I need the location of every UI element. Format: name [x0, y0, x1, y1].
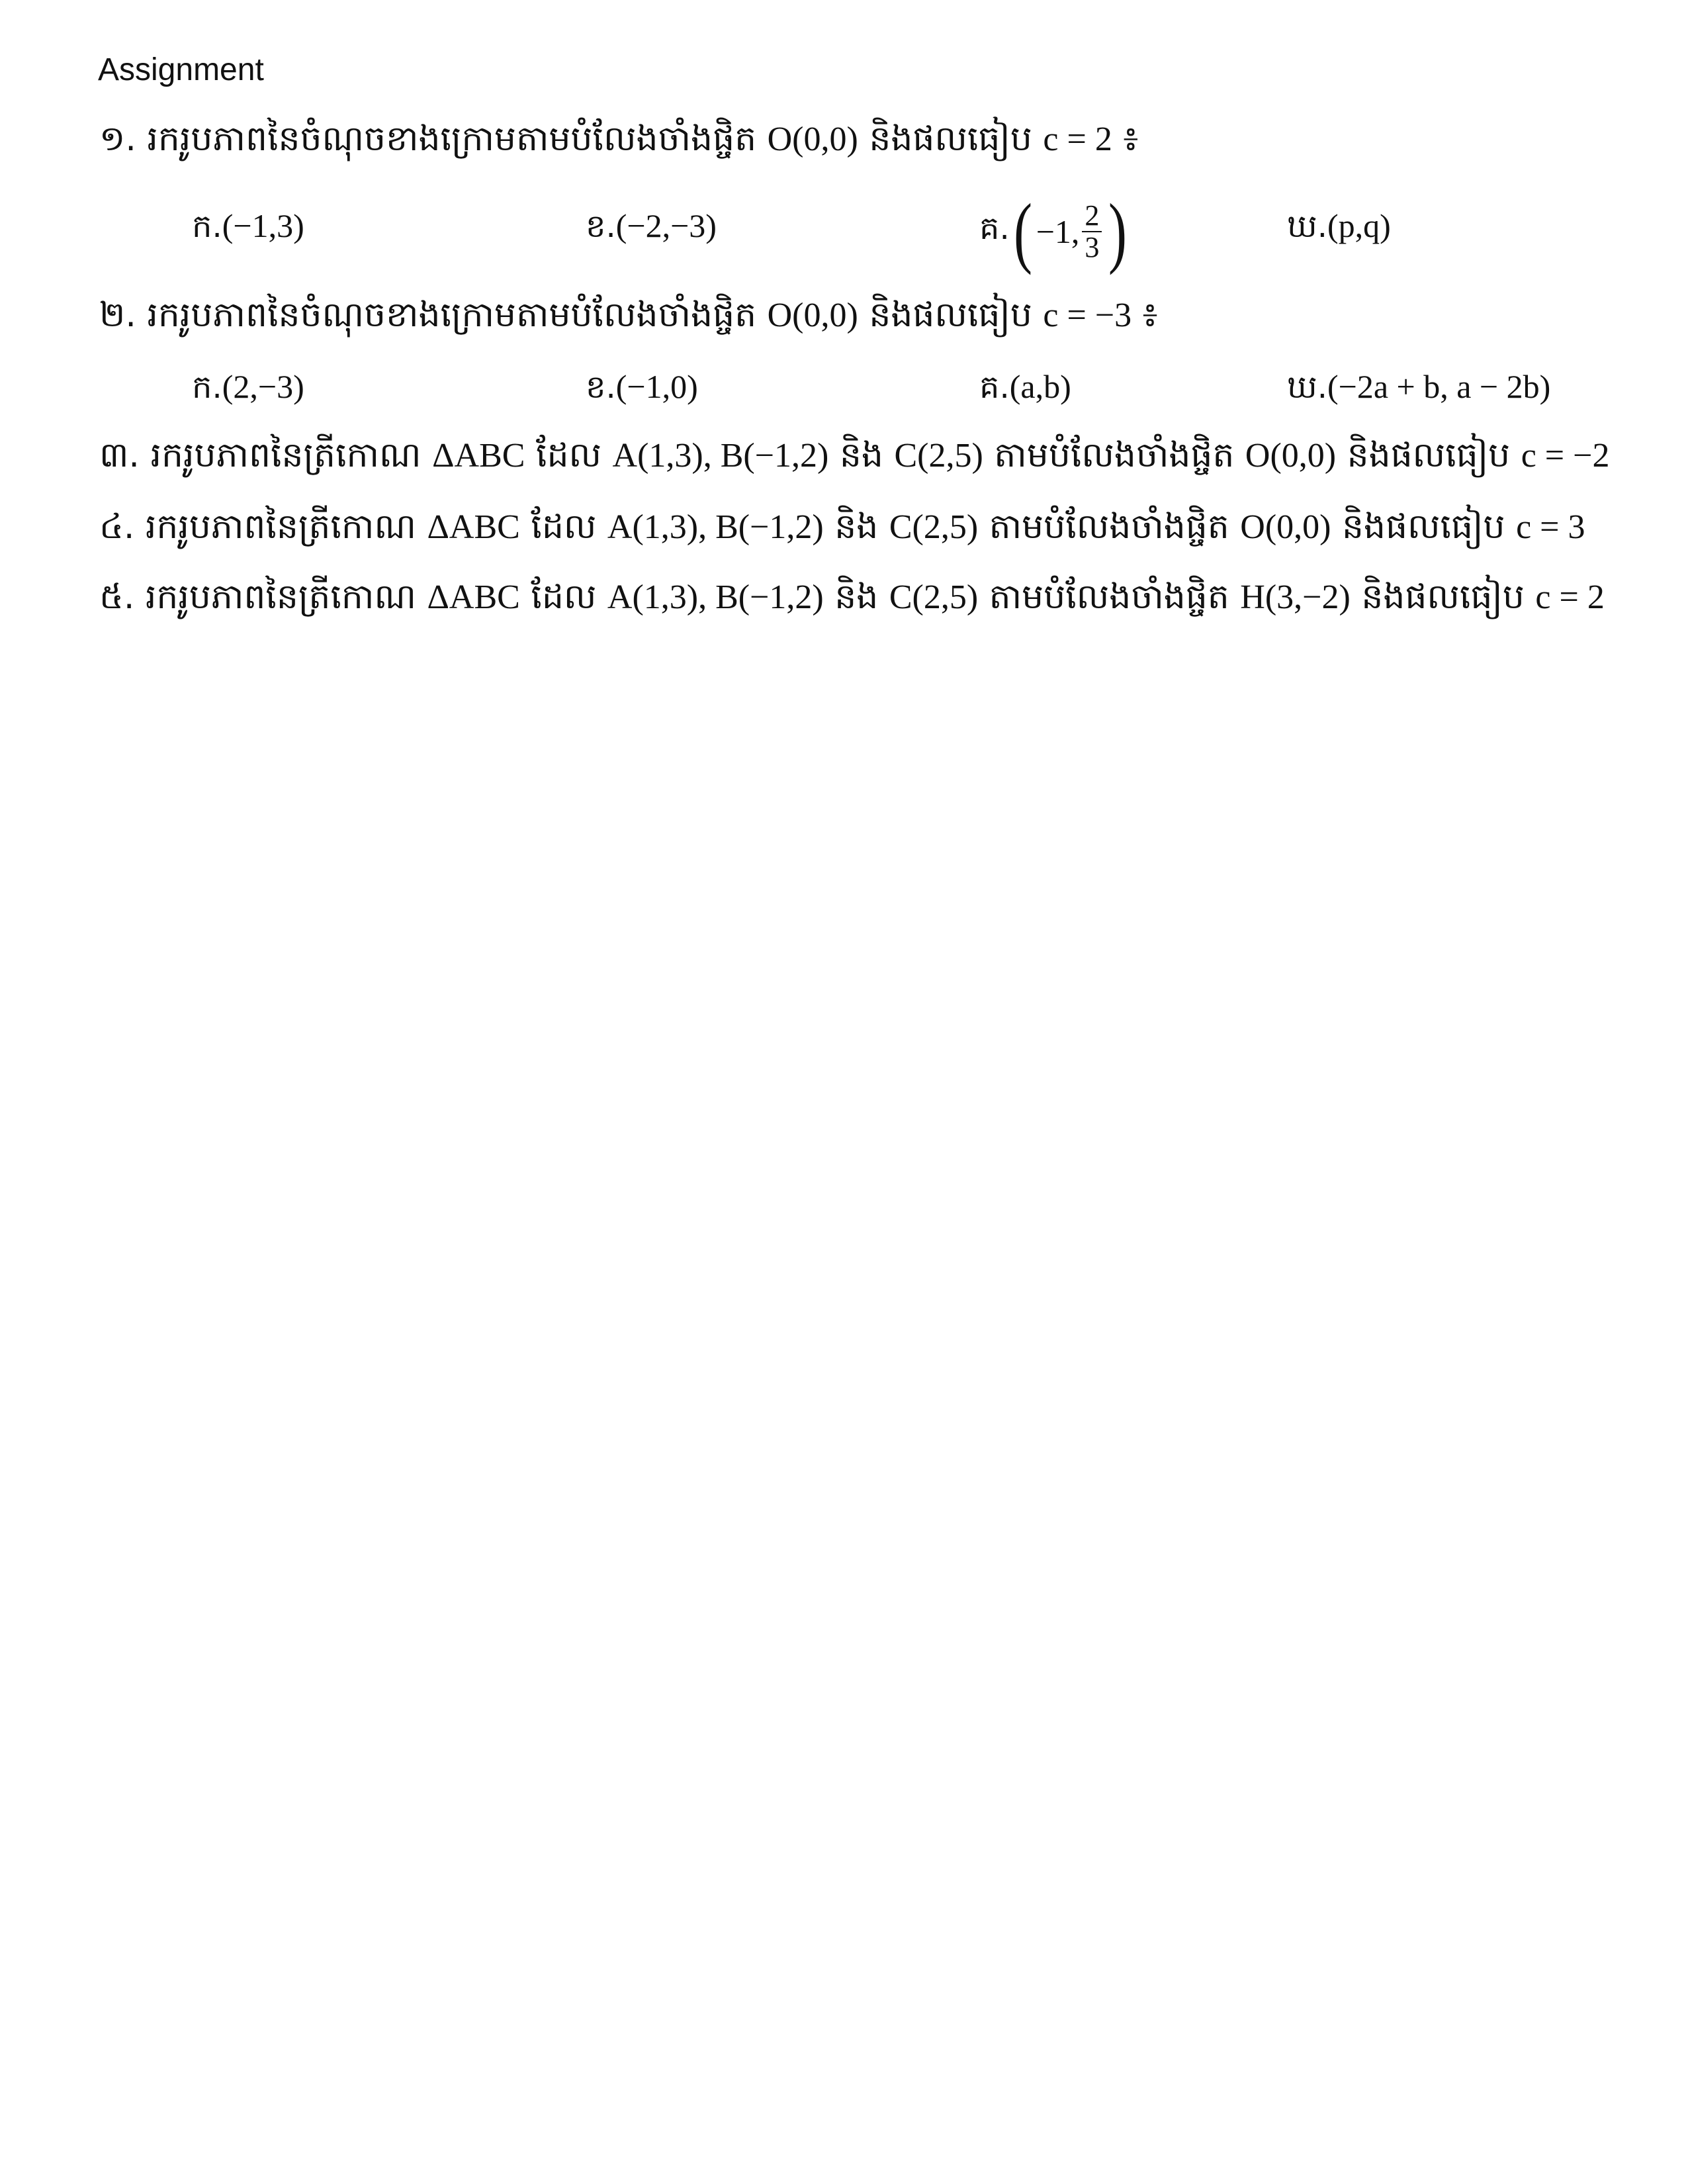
q1-option-d-value: (p,q) — [1327, 207, 1391, 244]
question-3-and-ratio: និងផលធៀប — [1347, 435, 1511, 475]
question-5-and-ratio: និងផលធៀប — [1361, 577, 1525, 617]
question-5 — [99, 577, 1605, 617]
q1-option-d-label: ឃ. — [1287, 208, 1327, 245]
question-4-points-ab: A(1,3), B(−1,2) — [607, 508, 824, 546]
question-3-text: ៣. រករូបភាពនៃត្រីកោណ — [99, 435, 422, 475]
q1-option-c-prefix: −1, — [1036, 213, 1080, 250]
question-2 — [99, 295, 1158, 335]
question-5-point-c: C(2,5) — [889, 578, 979, 616]
question-2-text: ២. រករូបភាពនៃចំណុចខាងក្រោមតាមបំលែងចាំងផ្ចិត — [99, 295, 757, 335]
q1-option-d — [1287, 206, 1391, 253]
question-3-where: ដែល — [535, 435, 601, 475]
q2-option-d-label: ឃ. — [1287, 369, 1327, 406]
question-2-end: ៖ — [1142, 295, 1158, 335]
question-5-ratio: c = 2 — [1535, 578, 1605, 616]
q2-option-d-value: (−2a + b, a − 2b) — [1327, 368, 1551, 405]
question-1-text: ១. រករូបភាពនៃចំណុចខាងក្រោមតាមបំលែងចាំងផ្ចិត — [99, 119, 757, 159]
q1-option-c-fraction — [1082, 201, 1102, 263]
question-2-and-ratio: និងផលធៀប — [869, 295, 1032, 335]
q2-option-c-value: (a,b) — [1009, 368, 1071, 405]
question-3-via: តាមបំលែងចាំងផ្ចិត — [994, 435, 1235, 475]
question-2-center: O(0,0) — [767, 296, 858, 334]
question-4-center: O(0,0) — [1240, 508, 1331, 546]
question-4-point-c: C(2,5) — [889, 508, 979, 546]
q1-option-b-value: (−2,−3) — [615, 207, 717, 244]
question-4-ratio: c = 3 — [1516, 508, 1585, 546]
q1-option-b — [586, 206, 717, 253]
q1-option-a — [192, 206, 304, 253]
question-4-via: តាមបំលែងចាំងផ្ចិត — [989, 507, 1229, 547]
question-5-center: H(3,−2) — [1240, 578, 1351, 616]
q1-option-c-open-paren: ( — [1013, 187, 1032, 275]
question-5-where: ដែល — [531, 577, 597, 617]
q2-option-a-value: (2,−3) — [222, 368, 304, 405]
question-1-ratio: c = 2 — [1043, 120, 1112, 158]
question-1 — [99, 119, 1139, 159]
question-5-points-ab: A(1,3), B(−1,2) — [607, 578, 824, 616]
q2-option-d — [1287, 367, 1550, 414]
q2-option-c-label: គ. — [979, 369, 1010, 406]
question-2-options — [0, 361, 1688, 420]
question-1-end: ៖ — [1123, 119, 1139, 159]
q1-option-c-label: គ. — [979, 210, 1010, 247]
question-5-text: ៥. រករូបភាពនៃត្រីកោណ — [99, 577, 416, 617]
question-1-center: O(0,0) — [767, 120, 858, 158]
question-3-center: O(0,0) — [1245, 437, 1337, 475]
question-3-and: និង — [839, 435, 883, 475]
q1-option-c-numerator: 2 — [1082, 201, 1102, 232]
document-title: Assignment — [98, 52, 264, 87]
question-1-options — [0, 187, 1688, 275]
question-3-point-c: C(2,5) — [894, 437, 983, 475]
q1-option-a-value: (−1,3) — [222, 207, 304, 244]
q2-option-a — [192, 367, 304, 414]
question-4-and: និង — [834, 507, 879, 547]
question-4 — [99, 507, 1585, 547]
question-4-text: ៤. រករូបភាពនៃត្រីកោណ — [99, 507, 416, 547]
question-3-ratio: c = −2 — [1521, 437, 1610, 475]
q1-option-a-label: ក. — [192, 208, 222, 245]
question-2-ratio: c = −3 — [1043, 296, 1132, 334]
q2-option-c — [979, 367, 1071, 414]
question-3-points-ab: A(1,3), B(−1,2) — [612, 437, 829, 475]
q1-option-c-close-paren: ) — [1108, 187, 1128, 275]
question-3-triangle: ΔABC — [432, 437, 525, 475]
q2-option-a-label: ក. — [192, 369, 222, 406]
question-5-triangle: ΔABC — [427, 578, 520, 616]
q2-option-b-label: ខ. — [586, 369, 616, 406]
question-4-triangle: ΔABC — [427, 508, 520, 546]
question-3 — [99, 435, 1610, 475]
question-1-and-ratio: និងផលធៀប — [869, 119, 1032, 159]
question-5-via: តាមបំលែងចាំងផ្ចិត — [989, 577, 1229, 617]
q1-option-c — [979, 187, 1131, 275]
question-4-where: ដែល — [531, 507, 597, 547]
q2-option-b-value: (−1,0) — [615, 368, 698, 405]
question-5-and: និង — [834, 577, 879, 617]
q1-option-c-denominator: 3 — [1085, 231, 1100, 263]
q2-option-b — [586, 367, 698, 414]
q1-option-b-label: ខ. — [586, 208, 616, 245]
question-4-and-ratio: និងផលធៀប — [1342, 507, 1505, 547]
